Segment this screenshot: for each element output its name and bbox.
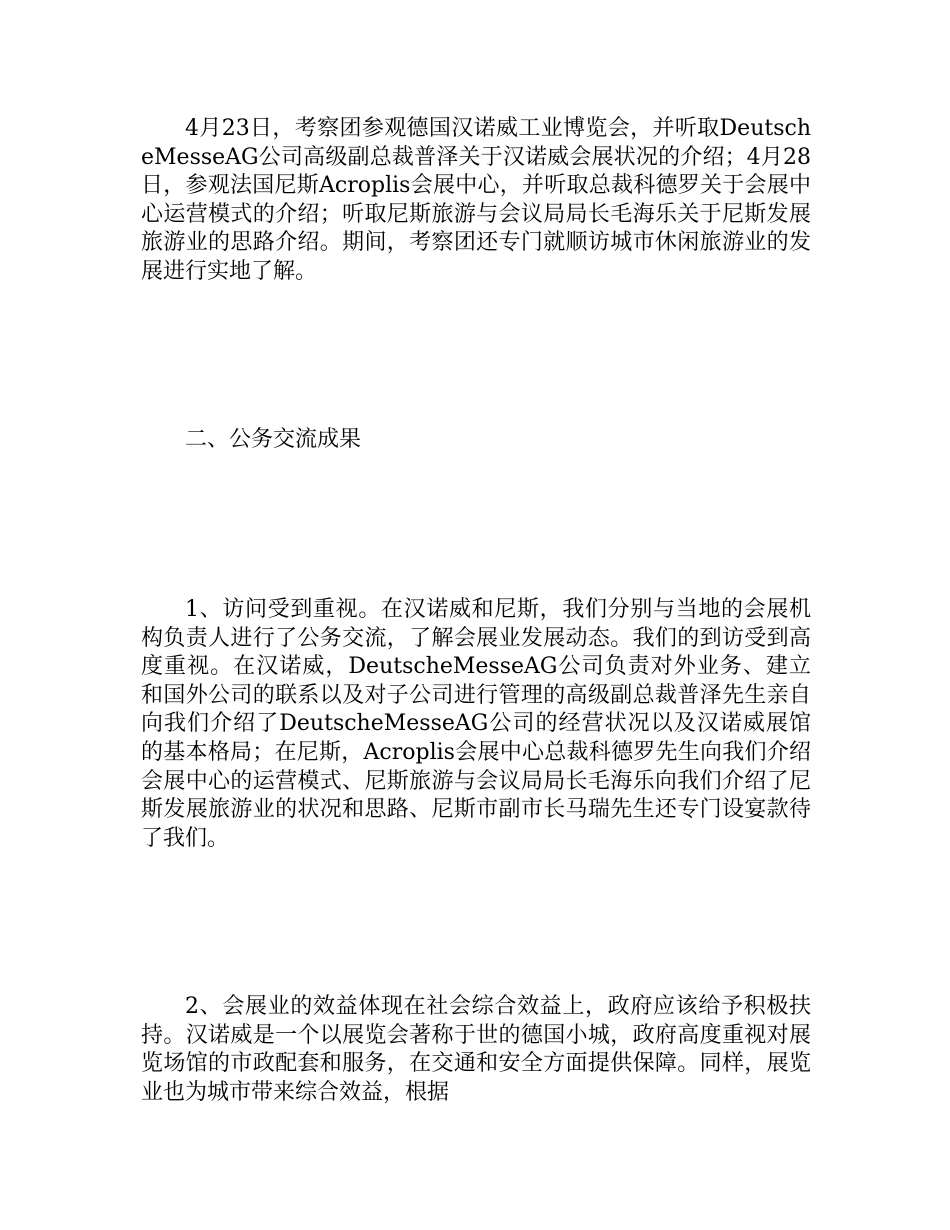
paragraph-visit-valued: 1、访问受到重视。在汉诺威和尼斯，我们分别与当地的会展机构负责人进行了公务交流，了解会展业发展动态。我们的到访受到高度重视。在汉诺威，DeutscheMesseAG公司负责对外业务、建立和国外公司的联系以及对子公司进行管理的高级副总裁普泽先生亲自向我们介绍了DeutscheMesseAG公司的经营状况以及汉诺威展馆的基本格局；在尼斯，Acroplis会展中心总裁科德罗先生向我们介绍会展中心的运营模式、尼斯旅游与会议局局长毛海乐向我们介绍了尼斯发展旅游业的状况和思路、尼斯市副市长马瑞先生还专门设宴款待了我们。	[141, 597, 811, 851]
section-heading-exchange-results: 二、公务交流成果	[185, 427, 362, 452]
paragraph-exhibition-benefits: 2、会展业的效益体现在社会综合效益上，政府应该给予积极扶持。汉诺威是一个以展览会著称于世的德国小城，政府高度重视对展览场馆的市政配套和服务，在交通和安全方面提供保障。同样，展览业也为城市带来综合效益，根据	[141, 994, 811, 1105]
paragraph-inspection-visits: 4月23日，考察团参观德国汉诺威工业博览会，并听取DeutscheMesseAG公司高级副总裁普泽关于汉诺威会展状况的介绍；4月28日，参观法国尼斯Acroplis会展中心，并听取总裁科德罗关于会展中心运营模式的介绍；听取尼斯旅游与会议局局长毛海乐关于尼斯发展旅游业的思路介绍。期间，考察团还专门就顺访城市休闲旅游业的发展进行实地了解。	[141, 116, 811, 284]
